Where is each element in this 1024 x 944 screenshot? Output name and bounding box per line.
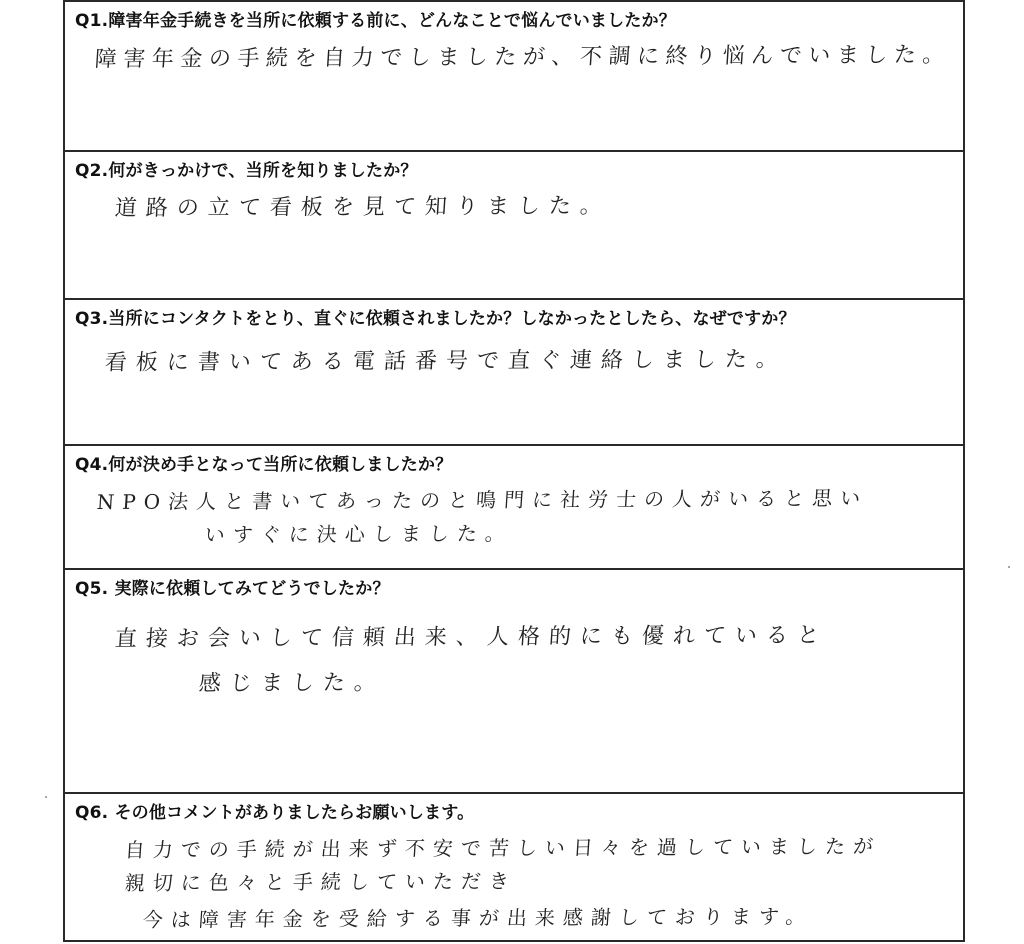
question-6-text: Q6. その他コメントがありましたらお願いします。 <box>75 803 475 823</box>
answer-6-line-1: 自力での手続が出来ず不安で苦しい日々を過していましたが <box>123 834 882 862</box>
question-2-text: Q2.何がきっかけで、当所を知りましたか？ <box>75 161 418 181</box>
question-block-2 <box>65 150 963 298</box>
answer-4-line-1: NPO法人と書いてあったのと鳴門に社労士の人がいると思い <box>95 485 869 515</box>
question-5-text: Q5. 実際に依頼してみてどうでしたか？ <box>75 579 390 599</box>
answer-3-line-1: 看板に書いてある電話番号で直ぐ連絡しました。 <box>103 347 788 376</box>
question-block-6 <box>65 792 963 942</box>
question-4-text: Q4.何が決め手となって当所に依頼しましたか？ <box>75 455 453 475</box>
answer-4-line-2: いすぐに決心しました。 <box>204 521 514 547</box>
answer-5-line-2: 感じました。 <box>198 670 386 697</box>
answer-6-line-2: 親切に色々と手続していただき <box>124 868 518 896</box>
answer-6-line-3: 今は障害年金を受給する事が出来感謝しております。 <box>142 904 815 932</box>
question-1-text: Q1.障害年金手続きを当所に依頼する前に、どんなことで悩んでいましたか？ <box>75 11 676 31</box>
answer-2-line-1: 道路の立て看板を見て知りました。 <box>113 193 612 222</box>
question-block-3 <box>65 298 963 444</box>
question-3-text: Q3.当所にコンタクトをとり、直ぐに依頼されましたか？しなかったとしたら、なぜですか？ <box>75 309 796 329</box>
survey-sheet <box>63 0 965 942</box>
question-block-5 <box>65 568 963 792</box>
scan-speck <box>1008 566 1010 568</box>
answer-5-line-1: 直接お会いして信頼出来、人格的にも優れていると <box>113 623 829 652</box>
question-block-1 <box>65 0 963 150</box>
answer-1-line-1: 障害年金の手続を自力でしましたが、不調に終り悩んでいました。 <box>93 42 952 73</box>
question-block-4 <box>65 444 963 568</box>
scan-speck <box>45 796 47 798</box>
